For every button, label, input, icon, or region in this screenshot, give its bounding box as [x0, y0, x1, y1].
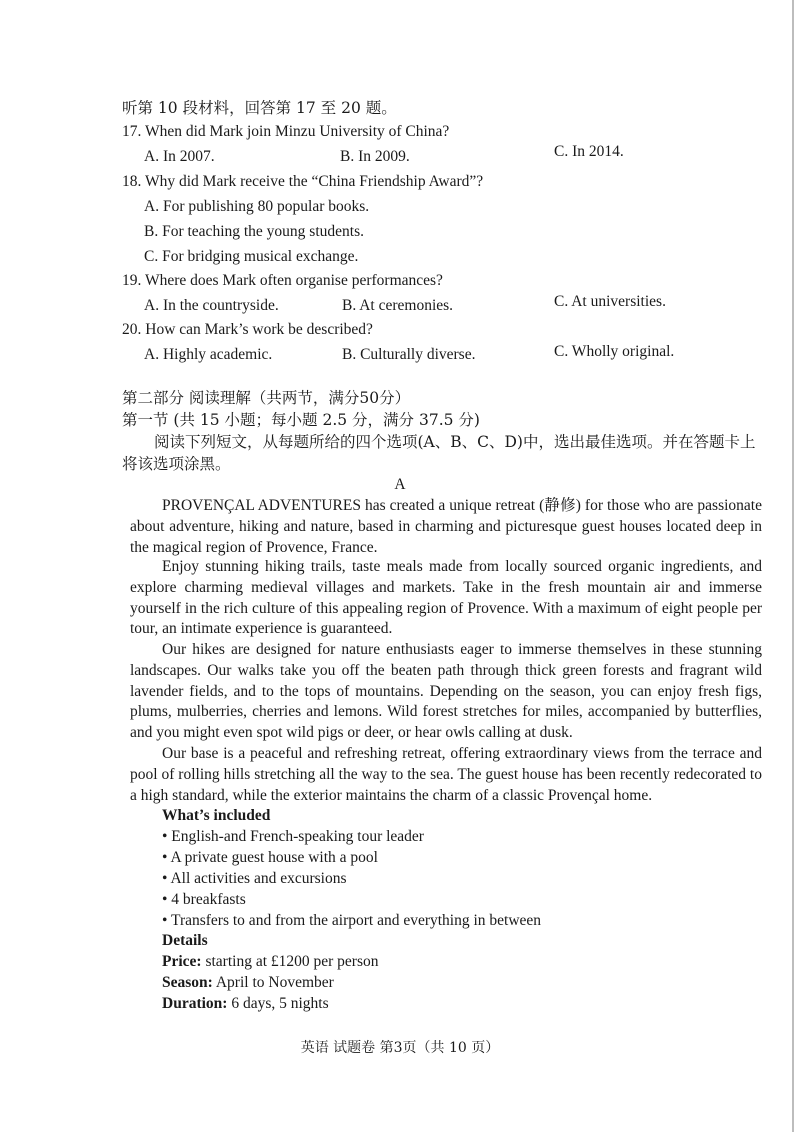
price-label: Price: [162, 953, 202, 970]
part-two-title: 第二部分 阅读理解（共两节，满分50分） [122, 389, 411, 407]
detail-price [162, 952, 379, 972]
paragraph-4: Our base is a peaceful and refreshing retreat, offering extraordinary views from the terrace and pool of rolling hills stretching all the way to the sea. The guest house has been recently redecorated to a high standard, while the exterior maintains the charm of a classic Provençal home. [130, 745, 762, 804]
q19-option-b: B. At ceremonies. [342, 297, 454, 314]
q17-option-b: B. In 2009. [340, 148, 410, 165]
q17-option-a: A. In 2007. [144, 148, 215, 165]
detail-season [162, 973, 334, 993]
q18-option-c: C. For bridging musical exchange. [144, 248, 359, 265]
detail-duration [162, 994, 329, 1014]
question-19: 19. Where does Mark often organise performances? [122, 272, 443, 289]
q18-option-b: B. For teaching the young students. [144, 223, 364, 240]
q17-option-c: C. In 2014. [554, 143, 624, 160]
paragraph-2: Enjoy stunning hiking trails, taste meals made from locally sourced organic ingredients, and explore charming medieval villages and markets. Take in the fresh mountain air and immerse yourself in the rich culture of this appealing region of Provence. With a maximum of eight people per tour, an intimate experience is guaranteed. [130, 558, 762, 638]
included-heading: What’s included [162, 807, 271, 824]
included-item: • All activities and excursions [162, 870, 347, 887]
q20-option-b: B. Culturally diverse. [342, 346, 476, 363]
included-item: • 4 breakfasts [162, 891, 246, 908]
price-value: starting at £1200 per person [201, 953, 379, 970]
q19-option-c: C. At universities. [554, 293, 666, 310]
listening-instruction: 听第 10 段材料，回答第 17 至 20 题。 [122, 99, 397, 117]
q19-option-a: A. In the countryside. [144, 297, 279, 314]
q18-option-a: A. For publishing 80 popular books. [144, 198, 370, 215]
section-one-title: 第一节 (共 15 小题；每小题 2.5 分，满分 37.5 分) [122, 411, 480, 429]
q20-option-a: A. Highly academic. [144, 346, 273, 363]
q20-option-c: C. Wholly original. [554, 343, 675, 360]
scan-edge-line [792, 0, 794, 1132]
page-footer: 英语 试题卷 第3页（共 10 页） [300, 1040, 500, 1056]
question-20: 20. How can Mark’s work be described? [122, 321, 373, 338]
duration-value: 6 days, 5 nights [227, 995, 329, 1012]
reading-instruction-line2: 将该选项涂黑。 [122, 455, 231, 473]
season-label: Season: [162, 974, 213, 991]
question-17: 17. When did Mark join Minzu University of China? [122, 123, 450, 140]
included-item: • English-and French-speaking tour leader [162, 828, 424, 845]
details-heading: Details [162, 932, 208, 949]
paragraph-1: PROVENÇAL ADVENTURES has created a unique retreat (静修) for those who are passionate about adventure, hiking and nature, based in charming and picturesque guest houses located deep in the magical region of Provence, France. [130, 497, 762, 556]
passage-label: A [394, 476, 406, 493]
season-value: April to November [212, 974, 334, 991]
question-18: 18. Why did Mark receive the “China Friendship Award”? [122, 173, 484, 190]
included-item: • A private guest house with a pool [162, 849, 378, 866]
reading-instruction-line1: 阅读下列短文，从每题所给的四个选项(A、B、C、D)中，选出最佳选项。并在答题卡上 [154, 433, 756, 451]
included-item: • Transfers to and from the airport and everything in between [162, 912, 542, 929]
duration-label: Duration: [162, 995, 228, 1012]
paragraph-3: Our hikes are designed for nature enthusiasts eager to immerse themselves in these stunning landscapes. Our walks take you off the beaten path through thick green forests and fragrant wild lavender fields, and to the tops of mountains. Depending on the season, you can enjoy fresh figs, plums, mulberries, cherries and lemons. Wild forest stretches for miles, accompanied by butterflies, and you might even spot wild pigs or deer, or hear owls calling at dusk. [130, 641, 762, 742]
